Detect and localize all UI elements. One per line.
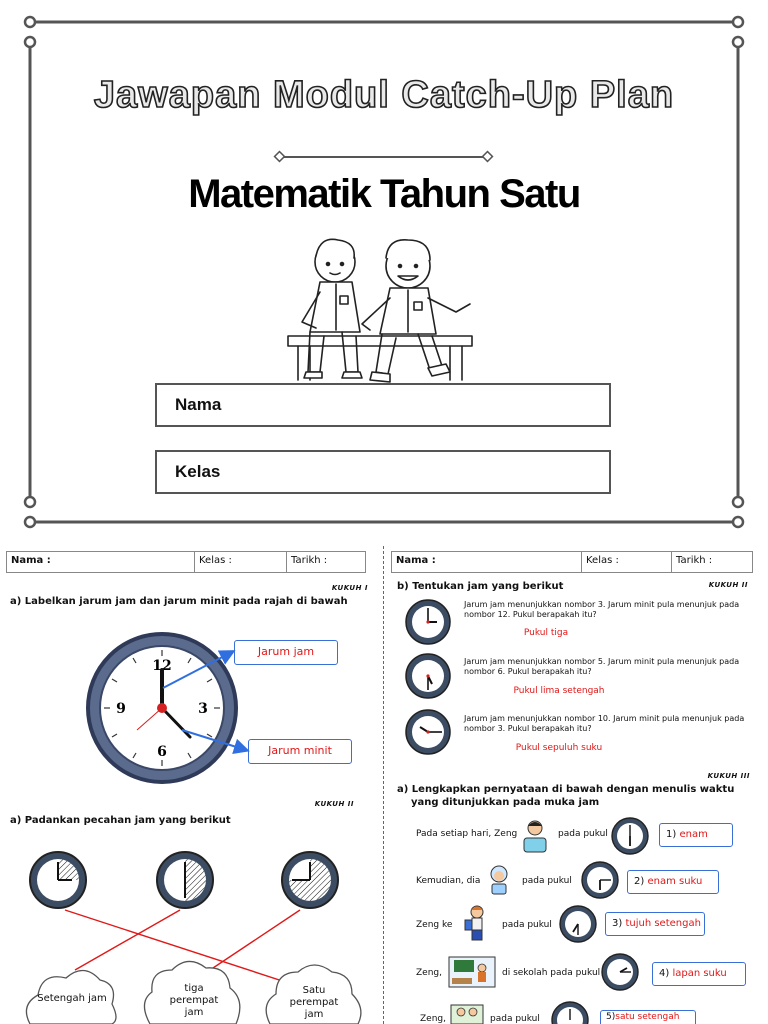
header-date-field[interactable]: Tarikh : [291, 555, 328, 566]
child-washing-icon [520, 818, 550, 854]
fraction-clock-three-quarter [282, 852, 338, 908]
statement-clock-2 [582, 862, 618, 898]
determine-clock-1 [406, 600, 450, 644]
kukuh-2-label-right: KUKUH II [708, 581, 748, 589]
determine-clock-2 [406, 654, 450, 698]
hour-hand-label[interactable]: Jarum jam [234, 640, 338, 665]
statement-1-post: pada pukul [558, 829, 608, 839]
cover-main-title: Jawapan Modul Catch-Up Plan [93, 74, 675, 116]
statement-clock-3 [560, 906, 596, 942]
cover-name-field[interactable]: Nama [155, 383, 611, 427]
statement-2-post: pada pukul [522, 876, 572, 886]
statement-clock-5 [552, 1002, 588, 1024]
determine-clocks [400, 596, 456, 760]
determine-question-3: Jarum jam menunjukkan nombor 10. Jarum minit pula menunjuk pada nombor 3. Pukul berapakah itu? [464, 714, 745, 733]
statement-answer-2[interactable]: 2) enam suku [627, 870, 719, 894]
determine-question-2: Jarum jam menunjukkan nombor 5. Jarum minit pula menunjuk pada nombor 6. Pukul berapakah itu? [464, 657, 740, 676]
question-label-complete: a) Lengkapkan pernyataan di bawah dengan menulis waktu yang ditunjukkan pada muka jam [397, 784, 735, 808]
cover-class-field[interactable]: Kelas [155, 450, 611, 494]
fraction-clock-half [157, 852, 213, 908]
statement-answer-4[interactable]: 4) lapan suku [652, 962, 746, 986]
determine-answer-3: Pukul sepuluh suku [515, 743, 603, 753]
statement-4-post: di sekolah pada pukul [502, 968, 601, 978]
question-label-matching: a) Padankan pecahan jam yang berikut [10, 815, 231, 826]
classroom-icon [448, 956, 496, 988]
clock-number-3: 3 [198, 701, 208, 717]
child-going-to-school-icon [464, 904, 490, 944]
cloud-satu-perempat-jam[interactable]: Satu perempat jam [289, 985, 339, 1020]
clock-number-12: 12 [152, 658, 172, 674]
clock-number-9: 9 [116, 701, 126, 717]
statement-clock-1 [612, 818, 648, 854]
statement-clock-4 [602, 954, 638, 990]
statement-answer-1[interactable]: 1) enam [659, 823, 733, 847]
fraction-clock-quarter [30, 852, 86, 908]
statement-1-pre: Pada setiap hari, Zeng [416, 829, 518, 839]
right-worksheet-header [391, 551, 753, 573]
question-label-clock: a) Labelkan jarum jam dan jarum minit pada rajah di bawah [10, 596, 348, 607]
kukuh-3-label: KUKUH III [707, 772, 750, 780]
statement-3-post: pada pukul [502, 920, 552, 930]
cloud-tiga-perempat-jam[interactable]: tiga perempat jam [169, 983, 219, 1018]
boys-on-bench-illustration [280, 232, 480, 388]
statement-answer-5[interactable]: 5)satu setengah [600, 1010, 696, 1024]
determine-clock-3 [406, 710, 450, 754]
determine-answer-2: Pukul lima setengah [513, 686, 605, 696]
clock-number-6: 6 [157, 744, 167, 760]
child-bathing-icon [486, 864, 512, 896]
statement-3-pre: Zeng ke [416, 920, 453, 930]
header-class-field-right[interactable]: Kelas : [582, 552, 672, 572]
kukuh-1-label: KUKUH I [331, 584, 368, 592]
minute-hand-label[interactable]: Jarum minit [248, 739, 352, 764]
cover-subtitle: Matematik Tahun Satu [188, 172, 580, 216]
determine-answer-1: Pukul tiga [523, 628, 569, 638]
header-name-field-right[interactable]: Nama : [392, 552, 582, 572]
statement-5-post: pada pukul [490, 1014, 540, 1024]
statement-2-pre: Kemudian, dia [416, 876, 481, 886]
statement-5-pre: Zeng, [420, 1014, 446, 1024]
statement-4-pre: Zeng, [416, 968, 442, 978]
determine-question-1: Jarum jam menunjukkan nombor 3. Jarum minit pula menunjuk pada nombor 12. Pukul berapakah itu? [464, 600, 740, 619]
statement-answer-3[interactable]: 3) tujuh setengah [605, 912, 705, 936]
left-worksheet-header [6, 551, 366, 573]
children-playing-icon [450, 1004, 484, 1024]
kukuh-2-label-left: KUKUH II [314, 800, 354, 808]
header-date-field-right[interactable]: Tarikh : [676, 555, 713, 566]
cloud-setengah-jam[interactable]: Setengah jam [37, 993, 107, 1004]
header-class-field[interactable]: Kelas : [195, 552, 287, 572]
question-label-determine: b) Tentukan jam yang berikut [397, 581, 564, 592]
header-name-field[interactable]: Nama : [7, 552, 195, 572]
